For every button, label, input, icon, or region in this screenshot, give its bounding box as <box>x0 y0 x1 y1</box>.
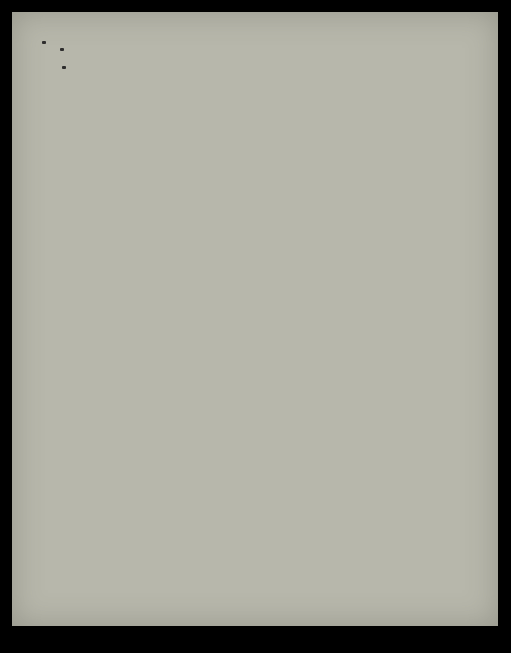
document-page <box>12 12 498 626</box>
punch-mark <box>60 48 64 51</box>
punch-mark <box>42 41 46 44</box>
punch-mark <box>62 66 66 69</box>
